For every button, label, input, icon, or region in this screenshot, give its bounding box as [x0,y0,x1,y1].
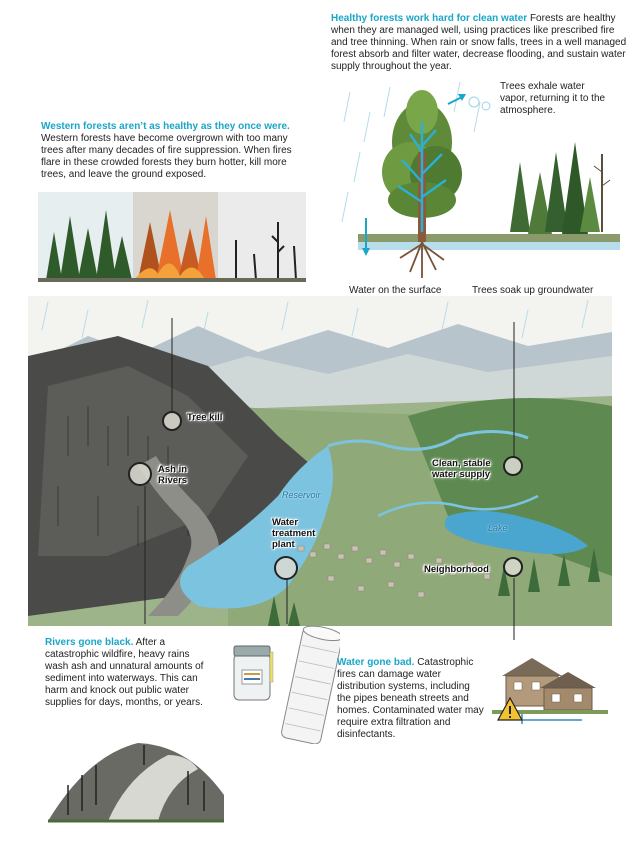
label-ash-in-rivers: Ash in Rivers [158,464,188,486]
burned-hillside-illustration [48,725,224,825]
label-treatment-plant: Water treatment plant [272,517,316,550]
western-forests-body: Western forests have become overgrown with too many trees after many decades of fire suppression. When fires flare in these crowded forests they burn hotter, kill more trees, and leave the ground exposed. [41,133,292,180]
healthy-forests-title: Healthy forests work hard for clean water [331,13,528,24]
clean-water-marker [503,456,523,476]
label-reservoir: Reservoir [282,490,321,500]
label-tree-kill: Tree kill [187,412,223,423]
damaged-house-illustration [492,636,608,728]
note-surface-soak: Water on the surface [349,285,442,296]
note-tree-exhale: Trees exhale water vapor, returning it to the atmosphere. [500,81,606,116]
rivers-gone-black-title: Rivers gone black. [45,637,134,648]
healthy-forests-body: Forests are healthy when they are managed well, using practices like prescribed fire and tree thinning. When rain or snow falls, trees in a well managed forest absorb and filter water, decrease flooding, and sustain water supply throughout the year. [331,13,627,72]
western-forests-title: Western forests aren’t as healthy as they once were. [41,121,290,132]
water-gone-bad-body: Catastrophic fires can damage water distribution systems, including the pipes beneath streets and homes. Contaminated water may require extra filtration and disinfectants. [337,657,484,740]
neighborhood-marker [503,557,523,577]
water-gone-bad-text [337,657,485,741]
note-roots-groundwater: Trees soak up groundwater [472,285,594,296]
label-neighborhood: Neighborhood [424,564,489,575]
label-clean-water-supply: Clean, stable water supply [432,458,491,480]
rivers-gone-black-body: After a catastrophic wildfire, heavy rains wash ash and unnatural amounts of sediment into waterways. This can harm and knock out public water supplies for days, months, or years. [45,637,204,708]
tree-kill-marker [162,411,182,431]
rivers-gone-black-text [45,637,213,709]
label-lake: Lake [488,523,508,533]
ash-rivers-marker [128,462,152,486]
water-gone-bad-title: Water gone bad. [337,657,415,668]
treatment-plant-marker [274,556,298,580]
water-test-kit-illustration [230,624,340,744]
